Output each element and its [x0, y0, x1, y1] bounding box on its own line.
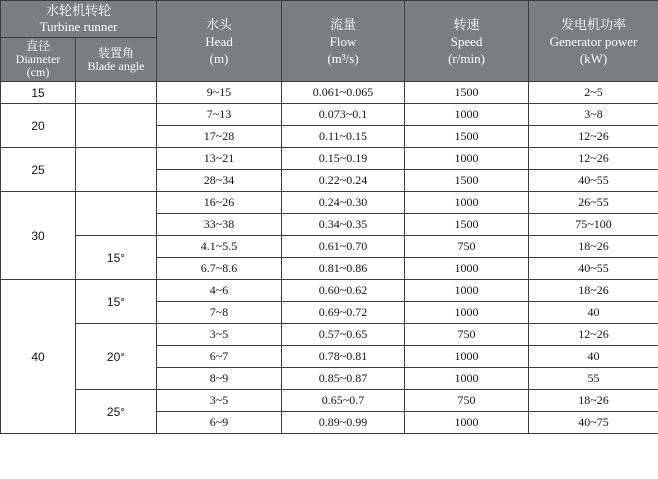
speed-cell: 1000	[405, 280, 529, 302]
diameter-header-zh: 直径	[25, 39, 50, 53]
speed-cell: 1000	[405, 148, 529, 170]
head-header-en: Head	[205, 33, 233, 49]
speed-cell: 1000	[405, 302, 529, 324]
power-cell: 75~100	[529, 214, 658, 236]
flow-cell: 0.22~0.24	[282, 170, 405, 192]
table-row	[1, 148, 658, 170]
table-row	[1, 280, 658, 302]
table-row	[1, 324, 658, 346]
speed-header-unit: (r/min)	[448, 50, 485, 66]
speed-cell: 1000	[405, 104, 529, 126]
flow-cell: 0.11~0.15	[282, 126, 405, 148]
head-cell: 6~7	[157, 346, 282, 368]
diameter-header-unit: (cm)	[26, 65, 50, 79]
flow-cell: 0.15~0.19	[282, 148, 405, 170]
diameter-header	[1, 38, 76, 82]
diameter-cell: 25	[1, 148, 76, 192]
flow-cell: 0.60~0.62	[282, 280, 405, 302]
power-header-en: Generator power	[549, 33, 638, 49]
power-cell: 18~26	[529, 390, 658, 412]
blade-angle-header-zh: 装置角	[97, 45, 134, 60]
head-cell: 3~5	[157, 390, 282, 412]
diameter-cell: 15	[1, 82, 76, 104]
head-header	[157, 1, 282, 82]
speed-cell: 750	[405, 324, 529, 346]
power-cell: 18~26	[529, 236, 658, 258]
speed-header-en: Speed	[450, 33, 483, 49]
power-cell: 55	[529, 368, 658, 390]
flow-header	[282, 1, 405, 82]
turbine-runner-zh: 水轮机转轮	[45, 3, 111, 18]
table-row	[1, 104, 658, 126]
blade-angle-cell	[76, 192, 157, 236]
flow-cell: 0.69~0.72	[282, 302, 405, 324]
diameter-cell: 20	[1, 104, 76, 148]
blade-angle-cell	[76, 148, 157, 192]
blade-angle-cell	[76, 104, 157, 148]
power-header	[529, 1, 658, 82]
head-cell: 16~26	[157, 192, 282, 214]
speed-cell: 750	[405, 390, 529, 412]
power-cell: 40	[529, 346, 658, 368]
head-cell: 33~38	[157, 214, 282, 236]
speed-cell: 750	[405, 236, 529, 258]
flow-cell: 0.073~0.1	[282, 104, 405, 126]
blade-angle-cell	[76, 82, 157, 104]
speed-cell: 1000	[405, 346, 529, 368]
power-cell: 3~8	[529, 104, 658, 126]
head-cell: 13~21	[157, 148, 282, 170]
table-row	[1, 390, 658, 412]
head-cell: 28~34	[157, 170, 282, 192]
diameter-header-en: Diameter	[15, 52, 61, 66]
head-cell: 7~13	[157, 104, 282, 126]
power-cell: 40~55	[529, 258, 658, 280]
blade-angle-cell: 15°	[76, 280, 157, 324]
power-cell: 40~55	[529, 170, 658, 192]
flow-cell: 0.81~0.86	[282, 258, 405, 280]
flow-cell: 0.24~0.30	[282, 192, 405, 214]
turbine-runner-en: Turbine runner	[39, 19, 118, 34]
flow-header-unit: (m³/s)	[327, 50, 359, 66]
head-cell: 9~15	[157, 82, 282, 104]
blade-angle-cell: 15°	[76, 236, 157, 280]
flow-cell: 0.061~0.065	[282, 82, 405, 104]
head-cell: 17~28	[157, 126, 282, 148]
power-cell: 12~26	[529, 148, 658, 170]
speed-cell: 1500	[405, 214, 529, 236]
blade-angle-cell: 20°	[76, 324, 157, 390]
head-cell: 4~6	[157, 280, 282, 302]
speed-cell: 1000	[405, 258, 529, 280]
speed-cell: 1500	[405, 82, 529, 104]
power-cell: 12~26	[529, 126, 658, 148]
speed-cell: 1000	[405, 192, 529, 214]
head-header-zh: 水头	[205, 16, 232, 32]
head-cell: 4.1~5.5	[157, 236, 282, 258]
speed-cell: 1000	[405, 412, 529, 434]
flow-header-en: Flow	[329, 33, 357, 49]
power-cell: 26~55	[529, 192, 658, 214]
table-row	[1, 236, 658, 258]
power-cell: 40~75	[529, 412, 658, 434]
speed-cell: 1000	[405, 368, 529, 390]
speed-cell: 1500	[405, 170, 529, 192]
turbine-runner-header	[1, 1, 157, 38]
power-cell: 18~26	[529, 280, 658, 302]
blade-angle-header	[76, 38, 157, 82]
flow-cell: 0.61~0.70	[282, 236, 405, 258]
power-header-zh: 发电机功率	[560, 16, 626, 32]
speed-header	[405, 1, 529, 82]
power-header-unit: (kW)	[579, 50, 608, 66]
head-cell: 3~5	[157, 324, 282, 346]
power-cell: 12~26	[529, 324, 658, 346]
head-cell: 7~8	[157, 302, 282, 324]
flow-cell: 0.85~0.87	[282, 368, 405, 390]
flow-cell: 0.34~0.35	[282, 214, 405, 236]
power-cell: 40	[529, 302, 658, 324]
flow-header-zh: 流量	[329, 16, 356, 32]
diameter-cell: 40	[1, 280, 76, 434]
blade-angle-cell: 25°	[76, 390, 157, 434]
flow-cell: 0.57~0.65	[282, 324, 405, 346]
head-header-unit: (m)	[209, 50, 229, 66]
flow-cell: 0.89~0.99	[282, 412, 405, 434]
speed-header-zh: 转速	[453, 16, 480, 32]
table-row	[1, 192, 658, 214]
speed-cell: 1500	[405, 126, 529, 148]
table-row	[1, 82, 658, 104]
blade-angle-header-en: Blade angle	[87, 58, 145, 73]
head-cell: 8~9	[157, 368, 282, 390]
head-cell: 6.7~8.6	[157, 258, 282, 280]
head-cell: 6~9	[157, 412, 282, 434]
diameter-cell: 30	[1, 192, 76, 280]
power-cell: 2~5	[529, 82, 658, 104]
flow-cell: 0.78~0.81	[282, 346, 405, 368]
flow-cell: 0.65~0.7	[282, 390, 405, 412]
